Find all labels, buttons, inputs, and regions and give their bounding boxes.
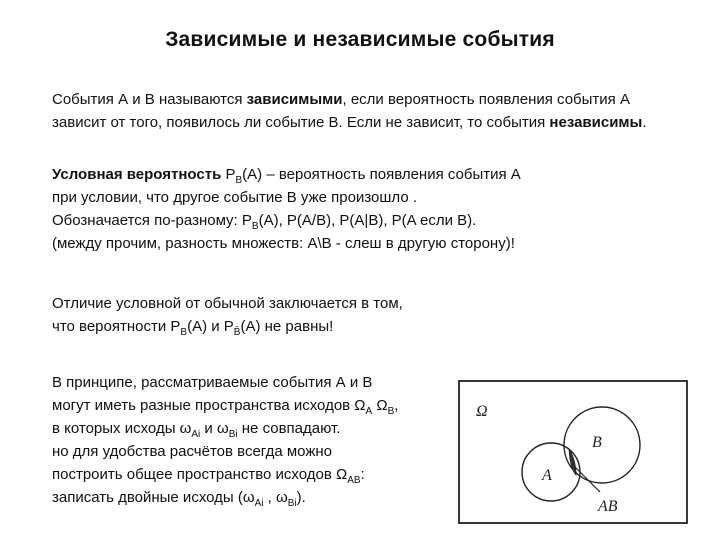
subscript: B xyxy=(387,406,395,417)
sample-space-rect xyxy=(459,381,687,523)
text: (A), P(A/B), P(A|B), P(A если B). xyxy=(258,212,477,229)
subscript: B̄ xyxy=(233,327,241,338)
subscript: B xyxy=(235,175,243,186)
subscript: A xyxy=(365,406,373,417)
difference-line-1: Отличие условной от обычной заключается в том, xyxy=(52,295,403,312)
conditional-line-1 xyxy=(52,163,612,186)
definition-line-1 xyxy=(52,88,702,111)
text: и ω xyxy=(200,420,229,437)
principle-paragraph xyxy=(52,371,442,509)
conditional-line-4: (между прочим, разность множеств: A\B - слеш в другую сторону)! xyxy=(52,235,515,252)
subscript: B xyxy=(251,221,259,232)
venn-diagram xyxy=(458,380,690,526)
subscript: Bi xyxy=(287,498,297,509)
text: События А и В называются xyxy=(52,91,247,108)
text: записать двойные исходы (ω xyxy=(52,489,255,506)
principle-line-5 xyxy=(52,463,442,486)
conditional-line-2: при условии, что другое событие В уже произошло . xyxy=(52,189,418,206)
principle-line-1: В принципе, рассматриваемые события А и В xyxy=(52,374,373,391)
difference-line-2 xyxy=(52,315,612,338)
omega-label: Ω xyxy=(476,403,488,420)
subscript: Ai xyxy=(254,498,264,509)
text: , xyxy=(394,397,399,414)
term-independent: независимы xyxy=(549,114,643,131)
text: , ω xyxy=(263,489,288,506)
event-b-label: B xyxy=(592,434,602,451)
slide-title: Зависимые и независимые события xyxy=(165,28,555,51)
principle-line-2 xyxy=(52,394,442,417)
principle-line-6 xyxy=(52,486,442,509)
text: : xyxy=(360,466,365,483)
subscript: B xyxy=(180,327,188,338)
subscript: Bi xyxy=(228,429,238,440)
difference-paragraph xyxy=(52,292,612,338)
text: , если вероятность появления события А xyxy=(342,91,630,108)
conditional-probability-paragraph xyxy=(52,163,612,255)
text: зависит от того, появилось ли событие В. Если не зависит, то события xyxy=(52,114,550,131)
principle-line-3 xyxy=(52,417,442,440)
term-conditional-probability: Условная вероятность xyxy=(52,166,222,183)
text: построить общее пространство исходов Ω xyxy=(52,466,348,483)
text: (A) не равны! xyxy=(240,318,334,335)
subscript: Ai xyxy=(191,429,201,440)
text: не совпадают. xyxy=(237,420,341,437)
text: . xyxy=(642,114,647,131)
intersection-label: AB xyxy=(598,498,618,515)
text: (A) – вероятность появления события А xyxy=(242,166,521,183)
definition-paragraph xyxy=(52,88,702,134)
subscript: AB xyxy=(347,475,361,486)
conditional-line-3 xyxy=(52,209,612,232)
text: Обозначается по-разному: P xyxy=(52,212,252,229)
text: (A) и P xyxy=(187,318,234,335)
definition-line-2 xyxy=(52,111,702,134)
event-a-label: A xyxy=(542,467,552,484)
text: Ω xyxy=(372,397,388,414)
text: что вероятности P xyxy=(52,318,181,335)
principle-line-4: но для удобства расчётов всегда можно xyxy=(52,443,332,460)
text: P xyxy=(221,166,236,183)
text: ). xyxy=(296,489,306,506)
term-dependent: зависимыми xyxy=(246,91,343,108)
text: могут иметь разные пространства исходов Ω xyxy=(52,397,366,414)
text: в которых исходы ω xyxy=(52,420,192,437)
